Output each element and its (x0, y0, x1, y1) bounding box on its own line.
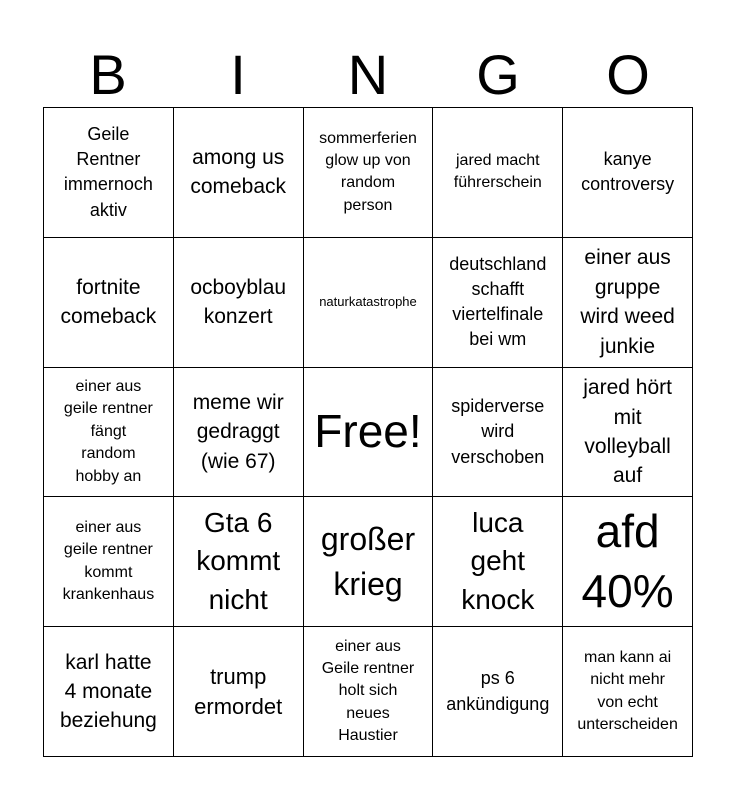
bingo-cell-r4-c2[interactable] (174, 497, 304, 627)
cell-text: einer aus geile rentner fängt random hobby an (63, 378, 153, 485)
bingo-cell-r3-c3-free[interactable] (304, 368, 434, 498)
bingo-cell-r2-c3[interactable] (304, 238, 434, 368)
header-letter-g: G (476, 43, 520, 106)
cell-text: sommerferien glow up von random person (319, 129, 417, 214)
bingo-cell-r1-c2[interactable] (174, 108, 304, 238)
cell-text: einer aus gruppe wird weed junkie (580, 246, 675, 358)
header-letter-n: N (347, 43, 389, 106)
header-letter-b: B (89, 43, 127, 106)
free-space-text: Free! (314, 405, 422, 458)
bingo-cell-r5-c2[interactable] (174, 627, 304, 757)
bingo-cell-r3-c2[interactable] (174, 368, 304, 498)
cell-text: kanye controversy (581, 149, 675, 195)
bingo-cell-r3-c4[interactable] (433, 368, 563, 498)
bingo-card (43, 107, 693, 757)
bingo-cell-r2-c2[interactable] (174, 238, 304, 368)
cell-text: naturkatastrophe (319, 294, 417, 310)
bingo-cell-r1-c1[interactable] (44, 108, 174, 238)
cell-text: Gta 6 kommt nicht (196, 506, 281, 616)
cell-text: deutschland schafft viertelfinale bei wm (449, 253, 547, 350)
cell-text: spiderverse wird verschoben (451, 396, 545, 467)
bingo-cell-r3-c5[interactable] (563, 368, 693, 498)
bingo-cell-r4-c3[interactable] (304, 497, 434, 627)
cell-text: Geile Rentner immernoch aktiv (63, 124, 153, 220)
bingo-cell-r4-c5[interactable] (563, 497, 693, 627)
header-letter-o: O (606, 43, 650, 106)
cell-text: among us comeback (190, 146, 287, 199)
cell-text: karl hatte 4 monate beziehung (59, 650, 157, 733)
bingo-cell-r3-c1[interactable] (44, 368, 174, 498)
bingo-cell-r2-c4[interactable] (433, 238, 563, 368)
cell-text: jared hört mit volleyball auf (583, 376, 672, 488)
cell-text: luca geht knock (461, 506, 535, 616)
bingo-cell-r5-c3[interactable] (304, 627, 434, 757)
cell-text: einer aus geile rentner kommt krankenhaus (62, 519, 155, 604)
cell-text: ocboyblau konzert (190, 275, 287, 329)
bingo-cell-r4-c4[interactable] (433, 497, 563, 627)
cell-text: jared macht führerschein (453, 152, 542, 192)
bingo-cell-r1-c3[interactable] (304, 108, 434, 238)
bingo-cell-r5-c5[interactable] (563, 627, 693, 757)
header-letter-i: I (230, 43, 246, 106)
bingo-cell-r1-c4[interactable] (433, 108, 563, 238)
cell-text: man kann ai nicht mehr von echt unterscheiden (577, 648, 678, 733)
cell-text: großer krieg (320, 520, 416, 602)
cell-text: trump ermordet (194, 663, 283, 719)
bingo-cell-r1-c5[interactable] (563, 108, 693, 238)
bingo-cell-r4-c1[interactable] (44, 497, 174, 627)
cell-text: afd 40% (581, 504, 674, 617)
cell-text: meme wir gedraggt (wie 67) (192, 390, 284, 473)
cell-text: ps 6 ankündigung (446, 668, 550, 714)
bingo-cell-r2-c5[interactable] (563, 238, 693, 368)
cell-text: einer aus Geile rentner holt sich neues Haustier (321, 637, 415, 745)
bingo-cell-r2-c1[interactable] (44, 238, 174, 368)
cell-text: fortnite comeback (60, 275, 157, 329)
bingo-header (43, 44, 693, 106)
bingo-cell-r5-c1[interactable] (44, 627, 174, 757)
bingo-cell-r5-c4[interactable] (433, 627, 563, 757)
